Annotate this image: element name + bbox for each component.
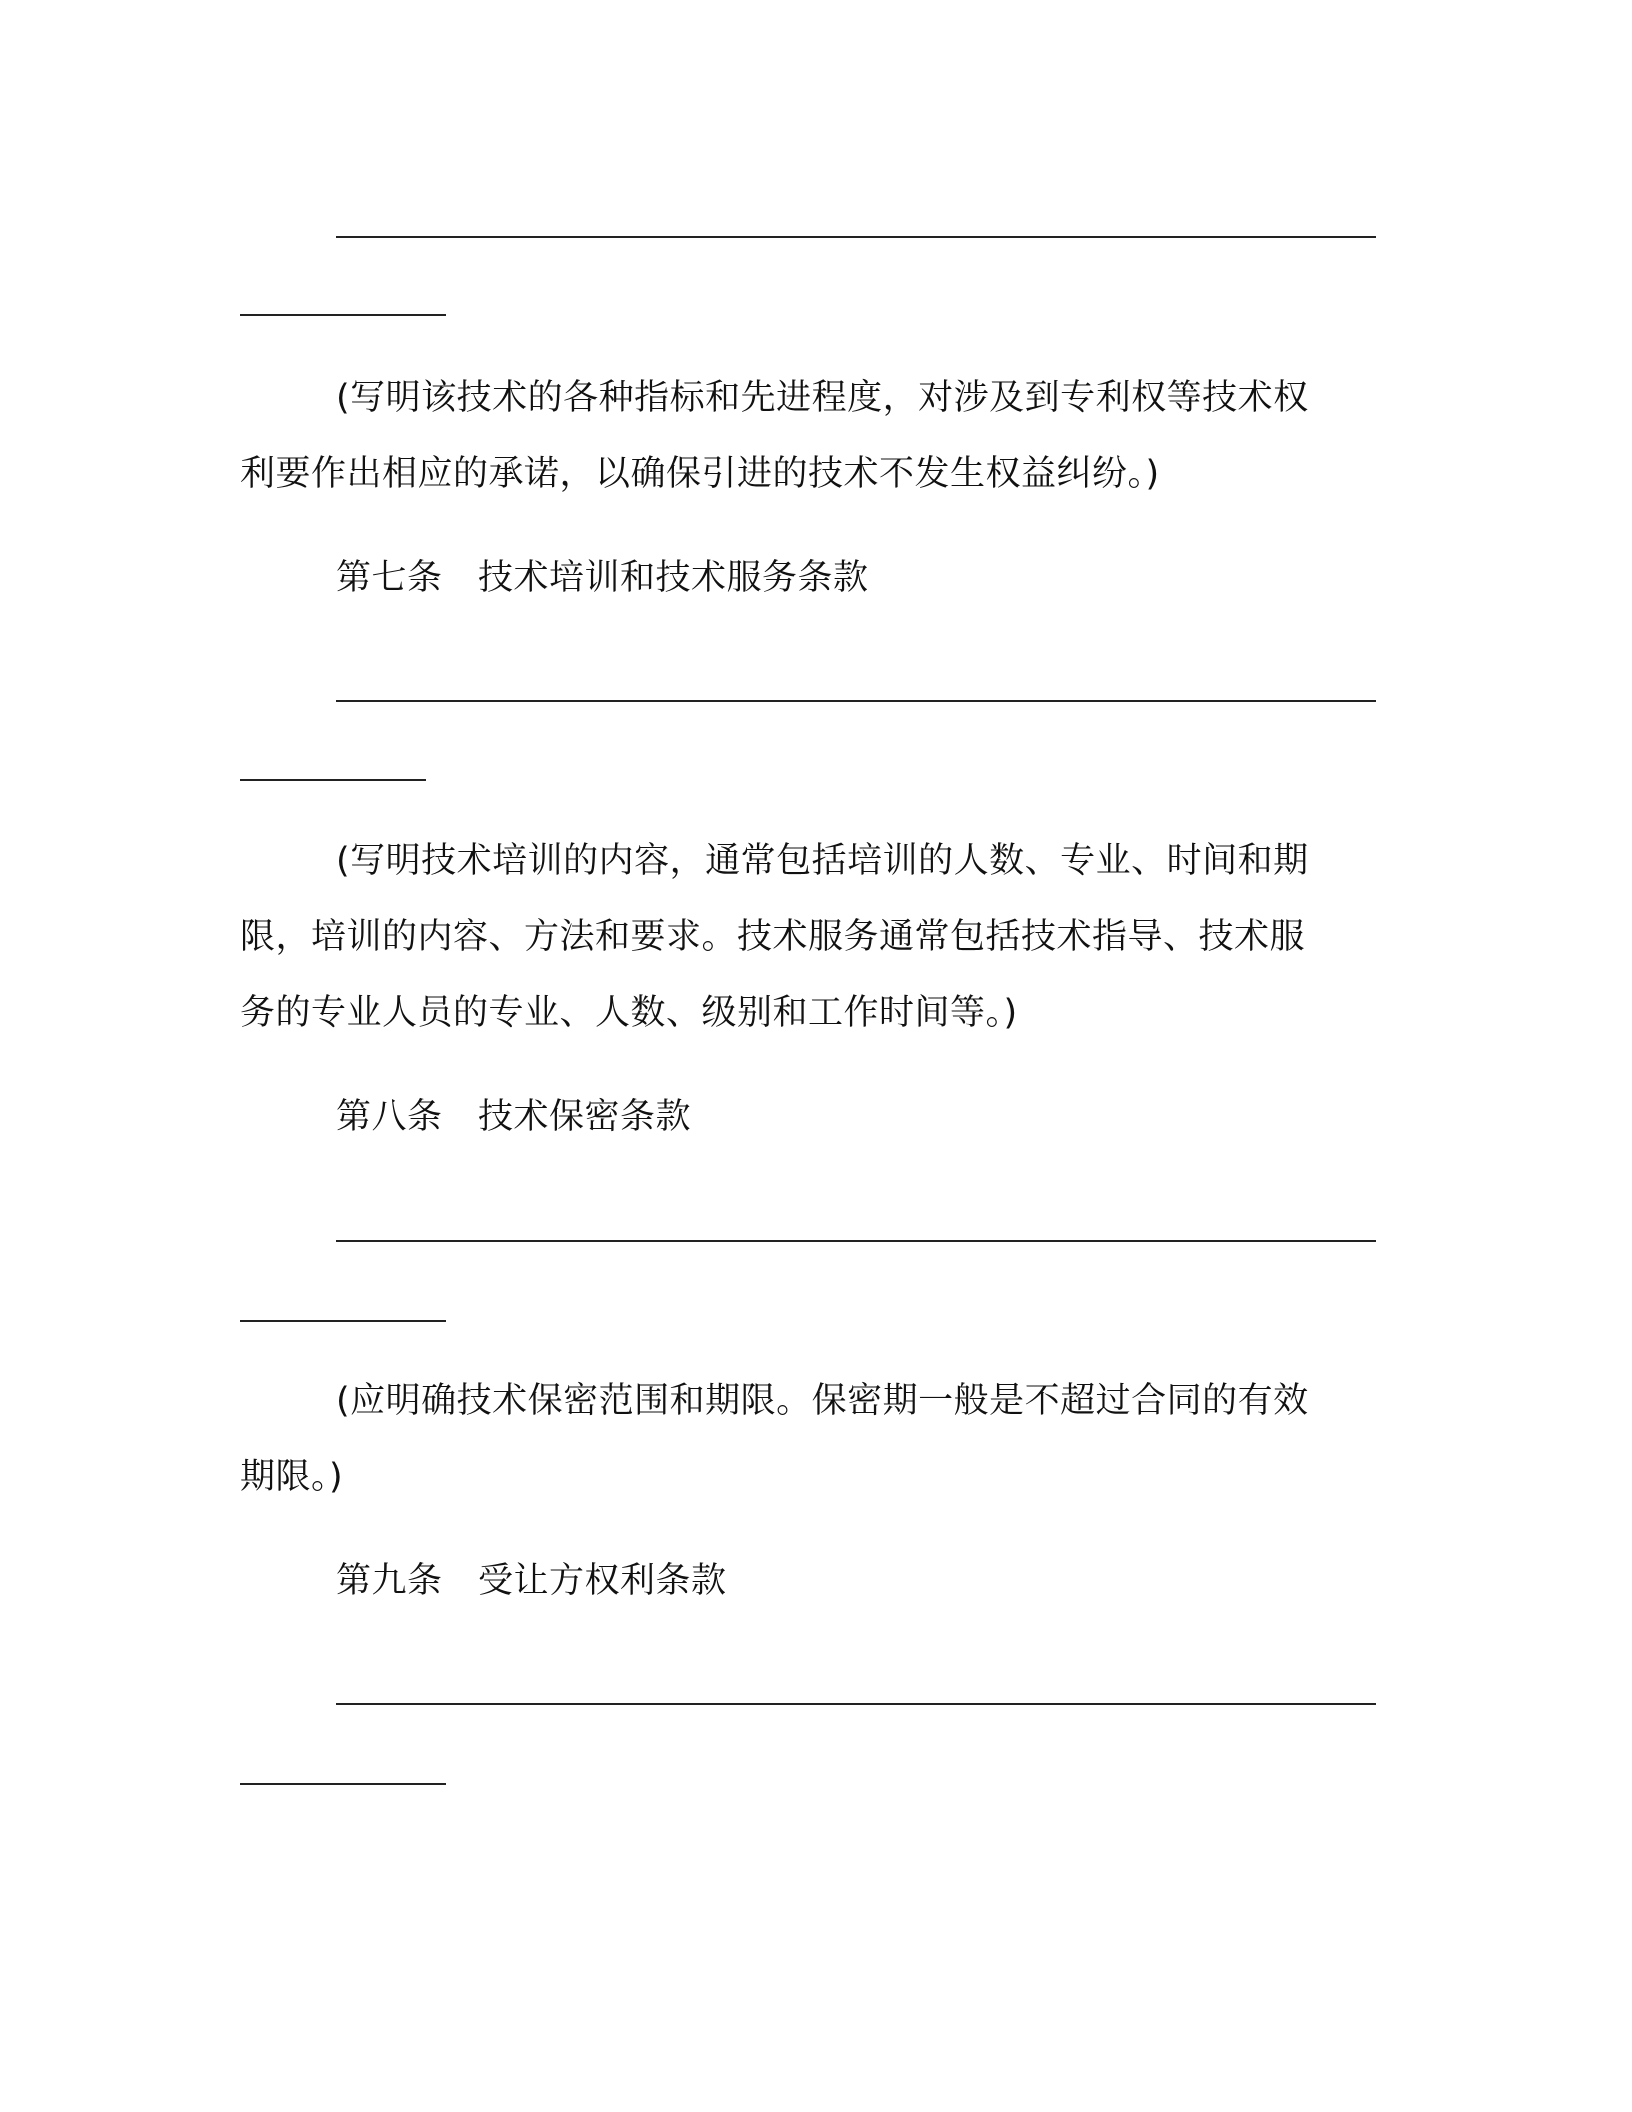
fill-blank-line-continuation[interactable] [240,314,446,316]
fill-blank-line-continuation[interactable] [240,1783,446,1785]
note-line: 利要作出相应的承诺，以确保引进的技术不发生权益纠纷。) [240,454,1160,494]
note-line: (写明技术培训的内容，通常包括培训的人数、专业、时间和期 [336,841,1309,881]
note-line: (写明该技术的各种指标和先进程度，对涉及到专利权等技术权 [336,378,1309,418]
note-line: (应明确技术保密范围和期限。保密期一般是不超过合同的有效 [336,1381,1309,1421]
clause-7-heading: 第七条 技术培训和技术服务条款 [336,558,869,598]
note-line: 限，培训的内容、方法和要求。技术服务通常包括技术指导、技术服 [240,917,1306,957]
clause-9-heading: 第九条 受让方权利条款 [336,1561,727,1601]
fill-blank-line-continuation[interactable] [240,779,426,781]
clause-8-heading: 第八条 技术保密条款 [336,1097,692,1137]
note-line: 务的专业人员的专业、人数、级别和工作时间等。) [240,993,1018,1033]
fill-blank-line[interactable] [336,236,1376,238]
note-line: 期限。) [240,1457,344,1497]
fill-blank-line[interactable] [336,1240,1376,1242]
fill-blank-line[interactable] [336,1703,1376,1705]
fill-blank-line-continuation[interactable] [240,1320,446,1322]
fill-blank-line[interactable] [336,700,1376,702]
